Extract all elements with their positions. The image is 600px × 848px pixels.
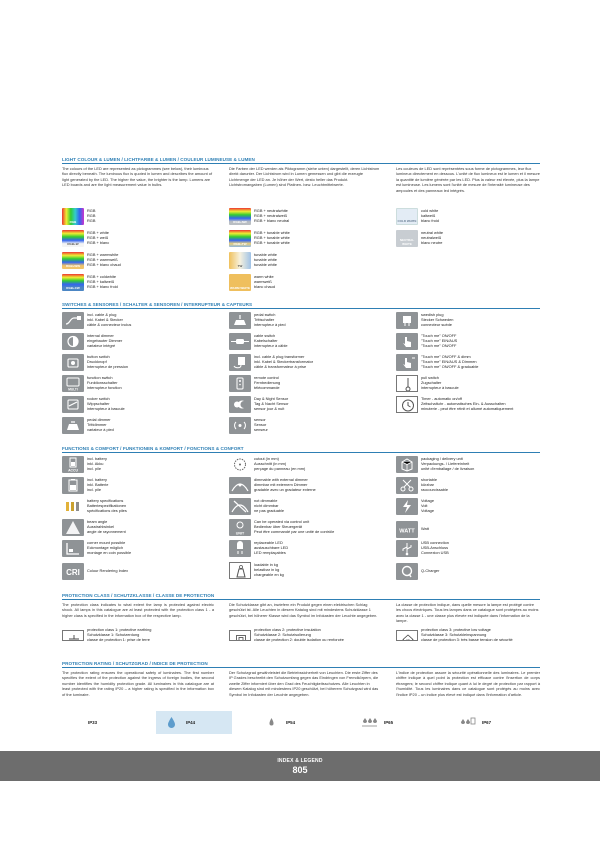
light-item-neutralwhite: NEUTRAL WHITE neutral white neutralweiß blanc neutre: [396, 230, 443, 249]
day-night-sensor-icon: [229, 396, 251, 413]
swedish-plug-icon: [396, 312, 418, 329]
section-divider: [62, 452, 540, 453]
switch-item: Timer - automatic on/off Zeitschaltuhr - automatisches Ein- & Ausschalten minuterie - peut être réinit et allumé automatiquement: [396, 396, 513, 415]
protection-rating-text-de: Der Schutzgrad gewährleistet die Betriebssicherheit von Leuchten. Die erste Ziffer des IP Grades beschreibt den Schutzumfang gegen das Eindringen von Fremdkörpern, die zweite Ziffer informiert über den Grad des Feuchtigkeitsschutzes. Alle Leuchten in diesem Katalog sind mit mindestens IP20 geschützt, bei höherem Schutzgrad wird das Symbol im Infokasten der Leuchte angegeben.: [229, 670, 379, 697]
switch-item: "Touch me" ON/OFF & dimm "Touch me" EIN/AUS & Dimmen "Touch me" ON/OFF & graduable: [396, 354, 478, 373]
switch-item: button switch Druckknopf interrupteur de pression: [62, 354, 128, 373]
ip-rating-ip44: IP44: [156, 711, 232, 734]
ip-rating-ip67: IP67: [456, 711, 491, 734]
rgb-coldwhite-swatch-icon: RGB+CW: [62, 274, 84, 291]
pedal-switch-icon: [229, 312, 251, 329]
ip-rating-ip54: IP54: [260, 711, 295, 734]
protection-class-text-fr: La classe de protection indique, dans quelle mesure la lampe est protégé contre les chocs électriques. Tous les lampes dans ce catalogue sont protégées au moins avec la classe 1 - une classe plus élevée est indiquée dans l'information de la lampe.: [396, 602, 539, 624]
svg-text:UNIT: UNIT: [235, 531, 245, 536]
cri-icon: [62, 563, 84, 580]
section-title-light: LIGHT COLOUR & LUMEN / LICHTFARBE & LUMEN / COULEUR LUMINEUSE & LUMEN: [62, 157, 255, 162]
page-number: 805: [292, 765, 308, 775]
protection-class-text-de: Die Schutzklasse gibt an, inwiefern ein Produkt gegen einen elektrischen Schlag geschützt ist. Alle Leuchten in diesem Katalog sind mit mindestens Schutzklasse 1 geschützt, bei höherer Klasse wird das Symbol im Infokasten der Leuchte angegeben.: [229, 602, 378, 618]
ip-rating-ip33: IP33: [62, 711, 97, 734]
accu-icon: [62, 456, 84, 473]
pedal-dimmer-icon: [62, 417, 84, 434]
light-text-fr: Les couleurs de LED sont représentées sous forme de pictogrammes, leur flux lumineux directement en dessous. L'unité de flux lumineux est le lumen et il mesure la quantité de lumière générée par les LED. Plus la valeur est élevée, plus la lampe est lumineuse. Les lumens sont l'unité de mesure de l'intensité lumineuse des ampoules et des panneaux led intégrés.: [396, 166, 540, 193]
switch-item: MULTI function switch Funktionsschalter interrupteur fonction: [62, 375, 122, 394]
switch-item: Day & Night Sensor Tag & Nacht Sensor sensor jour & nuit: [229, 396, 289, 415]
light-item-tunable: TW tunable white tunable white tunable white: [229, 252, 277, 271]
corner-mount-icon: [62, 540, 84, 557]
double-insulation-icon: [229, 630, 251, 641]
remote-control-icon: [229, 375, 251, 392]
switch-item: swedish plug Stecker Schweden connecteur suède: [396, 312, 453, 331]
footer-title: INDEX & LEGEND: [277, 758, 323, 764]
packaging-icon: [396, 456, 418, 473]
section-title-protection-rating: PROTECTION RATING / SCHUTZGRAD / INDICE DE PROTECTION: [62, 661, 208, 666]
rgb-tunable-swatch-icon: RGB+TW: [229, 230, 251, 247]
battery-icon: [62, 477, 84, 494]
switch-item: internal dimmer eingebauter Dimmer variateur intégré: [62, 333, 122, 352]
shortable-icon: [396, 477, 418, 494]
cable-plug-icon: [62, 312, 84, 329]
ip-rating-ip65: IP65: [358, 711, 393, 734]
light-item-rgb-coldwhite: RGB+CW RGB + coldwhite RGB + kaltweiß RGB + blanc froid: [62, 274, 118, 293]
function-item: corner mount possible Eckmontage möglich montage en coin possible: [62, 540, 131, 559]
function-item: replaceable LED austauschbare LED LED remplaçables: [229, 540, 288, 559]
protective-earth-icon: [62, 630, 84, 641]
page-footer: [0, 751, 600, 781]
sensor-icon: [229, 417, 251, 434]
light-item-warmwhite: WARM WHITE warm white warmweiß blanc chaud: [230, 274, 275, 290]
protection-class-1: protection class 1: protective earthing Schutzklasse 1: Schutzerdung classe de protection 1: prise de terre: [62, 629, 151, 641]
rgb-warmwhite-swatch-icon: RGB+WW: [62, 252, 84, 269]
tunable-swatch-icon: TW: [229, 252, 251, 269]
function-switch-icon: [62, 375, 84, 392]
function-item: CRI Colour Rendering Index: [62, 563, 128, 582]
section-title-functions: FUNCTIONS & COMFORT / FUNKTIONEN & KOMFORT / FONCTIONS & CONFORT: [62, 446, 244, 451]
protection-class-3: III protection class 3: protective low voltage Schutzklasse 3: Schutzkleinspannung classe de protection 3: très basse tension de sécurité: [396, 629, 513, 641]
light-item-rgb-warmwhite: RGB+WW RGB + warmwhite RGB + warmweiß RGB + blanc chaud: [62, 252, 121, 271]
function-item: WATT Watt: [396, 521, 429, 540]
protection-class-text-en: The protection class indicates to what extent the lamp is protected against electric shock. All lamps in this catalogue are at least protected with the protection class 1 - a higher class is specified in the information box of the respective lamp.: [62, 602, 214, 618]
light-item-rgb-tunable: RGB+TW RGB + tunable white RGB + tunable white RGB + tunable white: [229, 230, 290, 249]
pull-switch-icon: [396, 375, 418, 392]
touch-on-off-icon: [396, 333, 418, 350]
switch-item: incl. cable & plug inkl. Kabel & Stecker câble & connecteur inclus: [62, 312, 131, 331]
splash-icon: [260, 714, 283, 731]
voltage-icon: [396, 498, 418, 515]
svg-text:ACCU: ACCU: [68, 468, 78, 473]
switch-item: pull switch Zugschalter interrupteur à bascule: [396, 375, 459, 394]
section-divider: [62, 163, 540, 164]
light-item-coldwhite: COLD WHITE cold white kaltweiß blanc froid: [397, 208, 439, 223]
section-divider: [62, 599, 540, 600]
ip33-icon: [62, 714, 85, 731]
switch-item: pedal dimmer Trittdimmer variateur à pied: [62, 417, 114, 436]
light-text-de: Die Farben der LED werden als Piktogramm (siehe unten) dargestellt, deren Lichtstrom direkt darunter. Der Lichtstrom wird in Lumen gemessen und gibt die erzeugte Lichtmenge der LED an. Je höher der Wert, desto heller das Produkt. Lichtstromangaben (Lumen) sind Platinen- bzw. Leuchtmittelwerte.: [229, 166, 380, 188]
replaceable-led-icon: [229, 540, 251, 557]
switch-item: "Touch me" ON/OFF "Touch me" EIN/AUS "Touch me" ON/OFF: [396, 333, 457, 352]
dimmable-external-icon: [229, 477, 251, 494]
section-title-protection-class: PROTECTION CLASS / SCHUTZKLASSE / CLASSE DE PROTECTION: [62, 593, 215, 598]
function-item: USB connection USB-Anschluss Connexion USB: [396, 540, 449, 559]
immersion-icon: [456, 714, 479, 731]
watt-icon: [396, 521, 418, 538]
section-divider: [62, 308, 540, 309]
function-item: shortable kürzbar raccourcissable: [396, 477, 448, 496]
light-item-rgb: RGB RGB RGB RGB: [62, 208, 95, 227]
section-divider: [62, 667, 540, 668]
qi-charger-icon: [396, 563, 418, 580]
function-item: UNIT Can be operated via control unit Bedienbar über Steuergerät Peut être commandé par une unité de contrôle: [229, 519, 334, 538]
protection-rating-text-en: The protection rating ensures the operational safety of luminaires. The first number specifies the extent of the protection against the ingress of foreign bodies, the second number identifies the humidity protection grade. All luminaires in this catalogue are at least protected with the rating IP20 – a higher rating is specified in the information box of the luminaire.: [62, 670, 214, 697]
loadable-icon: [229, 562, 251, 579]
neutralwhite-swatch-icon: NEUTRAL WHITE: [396, 230, 418, 247]
cable-switch-icon: [229, 333, 251, 350]
cutout-icon: [229, 456, 251, 473]
internal-dimmer-icon: [62, 333, 84, 350]
svg-text:III: III: [406, 636, 410, 642]
function-item: Voltage Volt Voltage: [396, 498, 434, 517]
usb-icon: [396, 540, 418, 557]
function-item: not dimmable nicht dimmbar ne pas graduable: [229, 498, 284, 517]
protection-rating-text-fr: L'indice de protection assure la sécurité opérationnelle des luminaires. Le premier chiffre indique à quel point la protection est efficace contre l'insertion de corps étrangers; le second chiffre indique quant à lui le degré de protection par rapport à l'humidité. Tous les luminaires dans ce catalogue sont protégés au moins avec l'indice IP20 – un indice plus élevé est indiqué dans l'information d'article.: [396, 670, 540, 697]
not-dimmable-icon: [229, 498, 251, 515]
rgb-swatch-icon: RGB: [62, 208, 84, 225]
svg-text:CRI: CRI: [66, 568, 80, 577]
beam-angle-icon: [62, 519, 84, 536]
function-item: battery specifications Batteriespezifikationen spécifications des piles: [62, 498, 127, 517]
rgb-white-swatch-icon: RGB+W: [62, 230, 84, 247]
battery-spec-icon: [62, 498, 84, 515]
timer-icon: [396, 396, 418, 413]
light-item-rgb-white: RGB+W RGB + white RGB + weiß RGB + blanc: [62, 230, 109, 249]
light-item-rgb-neutral: RGB+NW RGB + neutralwhite RGB + neutralweiß RGB + blanc neutral: [229, 208, 289, 227]
function-item: packaging / delivery unit Verpackungs- / Liefereinheit unité d'emballage / de livraison: [396, 456, 474, 475]
plug-transformer-icon: [229, 354, 251, 371]
warmwhite-swatch-icon: WARM WHITE: [229, 274, 251, 291]
svg-text:WATT: WATT: [399, 528, 415, 535]
jet-water-icon: [358, 714, 381, 731]
low-voltage-icon: [396, 630, 418, 641]
switch-item: pedal switch Trittschalter interrupteur à pied: [229, 312, 286, 331]
switch-item: remote control Fernbedienung télécommande: [229, 375, 280, 394]
section-title-switches: SWITCHES & SENSORES / SCHALTER & SENSOREN / INTERRUPTEUR & CAPTEURS: [62, 302, 253, 307]
button-switch-icon: [62, 354, 84, 371]
coldwhite-swatch-icon: COLD WHITE: [396, 208, 418, 225]
switch-item: rocker switch Wippschalter interrupteur à bascule: [62, 396, 125, 415]
function-item: Q-Charger: [396, 563, 439, 582]
rocker-switch-icon: [62, 396, 84, 413]
function-item: ACCU incl. battery inkl. Akku incl. pile: [62, 456, 107, 475]
function-item: beam angle Ausstrahlwinkel angle de rayonnement: [62, 519, 126, 538]
water-drop-icon: [160, 714, 183, 731]
function-item: incl. battery inkl. Batterie incl. pile: [62, 477, 108, 496]
svg-text:MULTI: MULTI: [68, 387, 78, 392]
control-unit-icon: [229, 519, 251, 536]
function-item: dimmable with external dimmer dimmbar mit externem Dimmer gradable avec un gradateur externe: [229, 477, 316, 496]
function-item: cutout (in mm) Ausschnitt (in mm) perçage du panneau (en mm): [229, 456, 305, 475]
touch-dimmer-icon: [396, 354, 418, 371]
protection-class-2: protection class 2: protective insulation Schutzklasse 2: Schutzisolierung classe de protection 2: double isolation ou renforcée: [229, 629, 344, 641]
switch-item: sensor Sensor senseur: [229, 417, 268, 436]
switch-item: cable switch Kabelschalter interrupteur à câble: [229, 333, 288, 352]
function-item: loadable in kg belastbar in kg chargeable en kg: [229, 562, 284, 581]
switch-item: incl. cable & plug transformer inkl. Kabel & Steckertransformator câble & transformateur à prise: [229, 354, 313, 373]
rgb-neutral-swatch-icon: RGB+NW: [229, 208, 251, 225]
light-text-en: The colours of the LED are represented as pictogrammes (see below), their luminous flux directly beneath. The luminous flux is quoted in lumen and describes the amount of light generated by the LED. The higher the value, the brighter is the lamp. Lumens are LED boards and are the light measurement value in bulbs.: [62, 166, 213, 188]
